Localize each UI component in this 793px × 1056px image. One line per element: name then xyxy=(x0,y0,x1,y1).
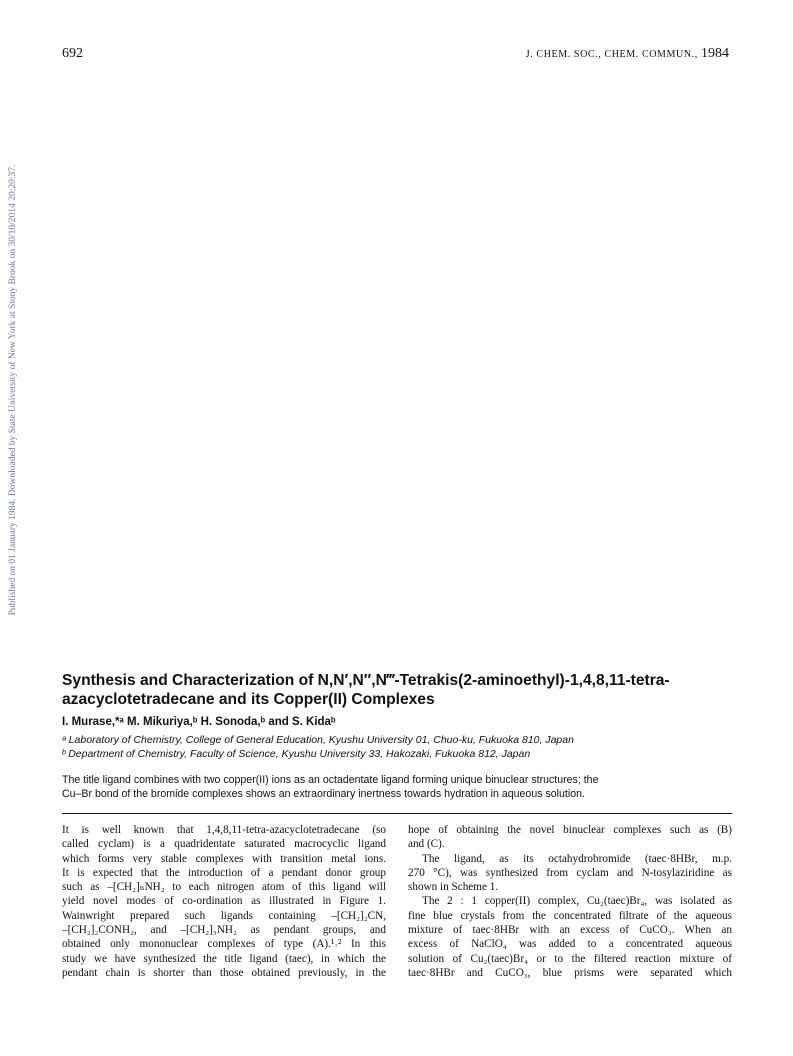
affiliation-a: ᵃ Laboratory of Chemistry, College of General Education, Kyushu University 01, Chuo-ku, Fukuoka 810, Japan xyxy=(62,734,574,746)
abstract xyxy=(62,773,734,801)
journal-header xyxy=(526,46,729,62)
body-line: yield novel modes of co-ordination as illustrated in Figure 1. xyxy=(62,895,386,908)
body-line: study we have synthesized the title ligand (taec), in which the xyxy=(62,952,386,965)
abstract-divider xyxy=(62,813,732,814)
body-line: Wainwright prepared such ligands containing –[CH₂]₂CN, xyxy=(62,909,386,922)
journal-year: 1984 xyxy=(701,46,729,61)
body-line: –[CH₂]₂CONH₂, and –[CH₂]₃NH₂ as pendant groups, and xyxy=(62,924,386,937)
publication-sidebar-text[interactable]: Published on 01 January 1984. Downloaded by State University of New York at Stony Brook on 30/10/2014 20:20:37. xyxy=(8,164,18,616)
article-title-line-2: azacyclotetradecane and its Copper(II) Complexes xyxy=(62,691,435,708)
journal-name: J. CHEM. SOC., CHEM. COMMUN., xyxy=(525,49,698,60)
body-line: 270 °C), was synthesized from cyclam and N-tosylaziridine as xyxy=(408,866,732,879)
article-title-line-1: Synthesis and Characterization of N,N′,N″,N‴-Tetrakis(2-aminoethyl)-1,4,8,11-tetra- xyxy=(62,672,670,689)
body-right-column xyxy=(408,823,732,980)
page-number: 692 xyxy=(62,46,83,61)
body-line: and (C). xyxy=(408,838,445,851)
author-list: I. Murase,*ᵃ M. Mikuriya,ᵇ H. Sonoda,ᵇ and S. Kidaᵇ xyxy=(62,716,336,728)
body-line: pendant chain is shorter than those obtained previously, in the xyxy=(62,966,386,979)
publication-sidebar xyxy=(0,130,26,650)
body-line: excess of NaClO₄ was added to a concentrated aqueous xyxy=(408,938,732,951)
body-line: hope of obtaining the novel binuclear complexes such as (B) xyxy=(408,824,732,836)
body-line: fine blue crystals from the concentrated filtrate of the aqueous xyxy=(408,909,732,922)
body-line: taec·8HBr and CuCO₃, blue prisms were separated which xyxy=(408,966,732,979)
body-line: The 2 : 1 copper(II) complex, Cu₂(taec)Br₄, was isolated as xyxy=(422,895,732,908)
affiliation-b: ᵇ Department of Chemistry, Faculty of Science, Kyushu University 33, Hakozaki, Fukuoka 812, Japan xyxy=(62,748,531,760)
body-line: called cyclam) is a quadridentate saturated macrocyclic ligand xyxy=(62,838,386,851)
body-line: solution of Cu₂(taec)Br₄ or to the filtered reaction mixture of xyxy=(408,952,732,965)
body-left-column xyxy=(62,823,386,980)
body-line: which forms very stable complexes with transition metal ions. xyxy=(62,852,386,865)
body-line: such as –[CH₂]ₙNH₂ to each nitrogen atom of this ligand will xyxy=(62,881,386,894)
abstract-line-1: The title ligand combines with two copper(II) ions as an octadentate ligand forming unique binuclear structures; the xyxy=(62,774,599,786)
abstract-line-2: Cu–Br bond of the bromide complexes shows an extraordinary inertness towards hydration in aqueous solution. xyxy=(62,788,585,800)
body-line: mixture of taec·8HBr with an excess of CuCO₃. When an xyxy=(408,924,732,937)
body-line: The ligand, as its octahydrobromide (taec·8HBr, m.p. xyxy=(422,852,732,865)
body-line: It is expected that the introduction of a pendant donor group xyxy=(62,866,386,879)
body-line: shown in Scheme 1. xyxy=(408,881,499,894)
body-line: obtained only mononuclear complexes of type (A).¹˒² In this xyxy=(62,938,386,951)
article-title xyxy=(62,671,732,709)
body-line: It is well known that 1,4,8,11-tetra-azacyclotetradecane (so xyxy=(62,824,386,836)
